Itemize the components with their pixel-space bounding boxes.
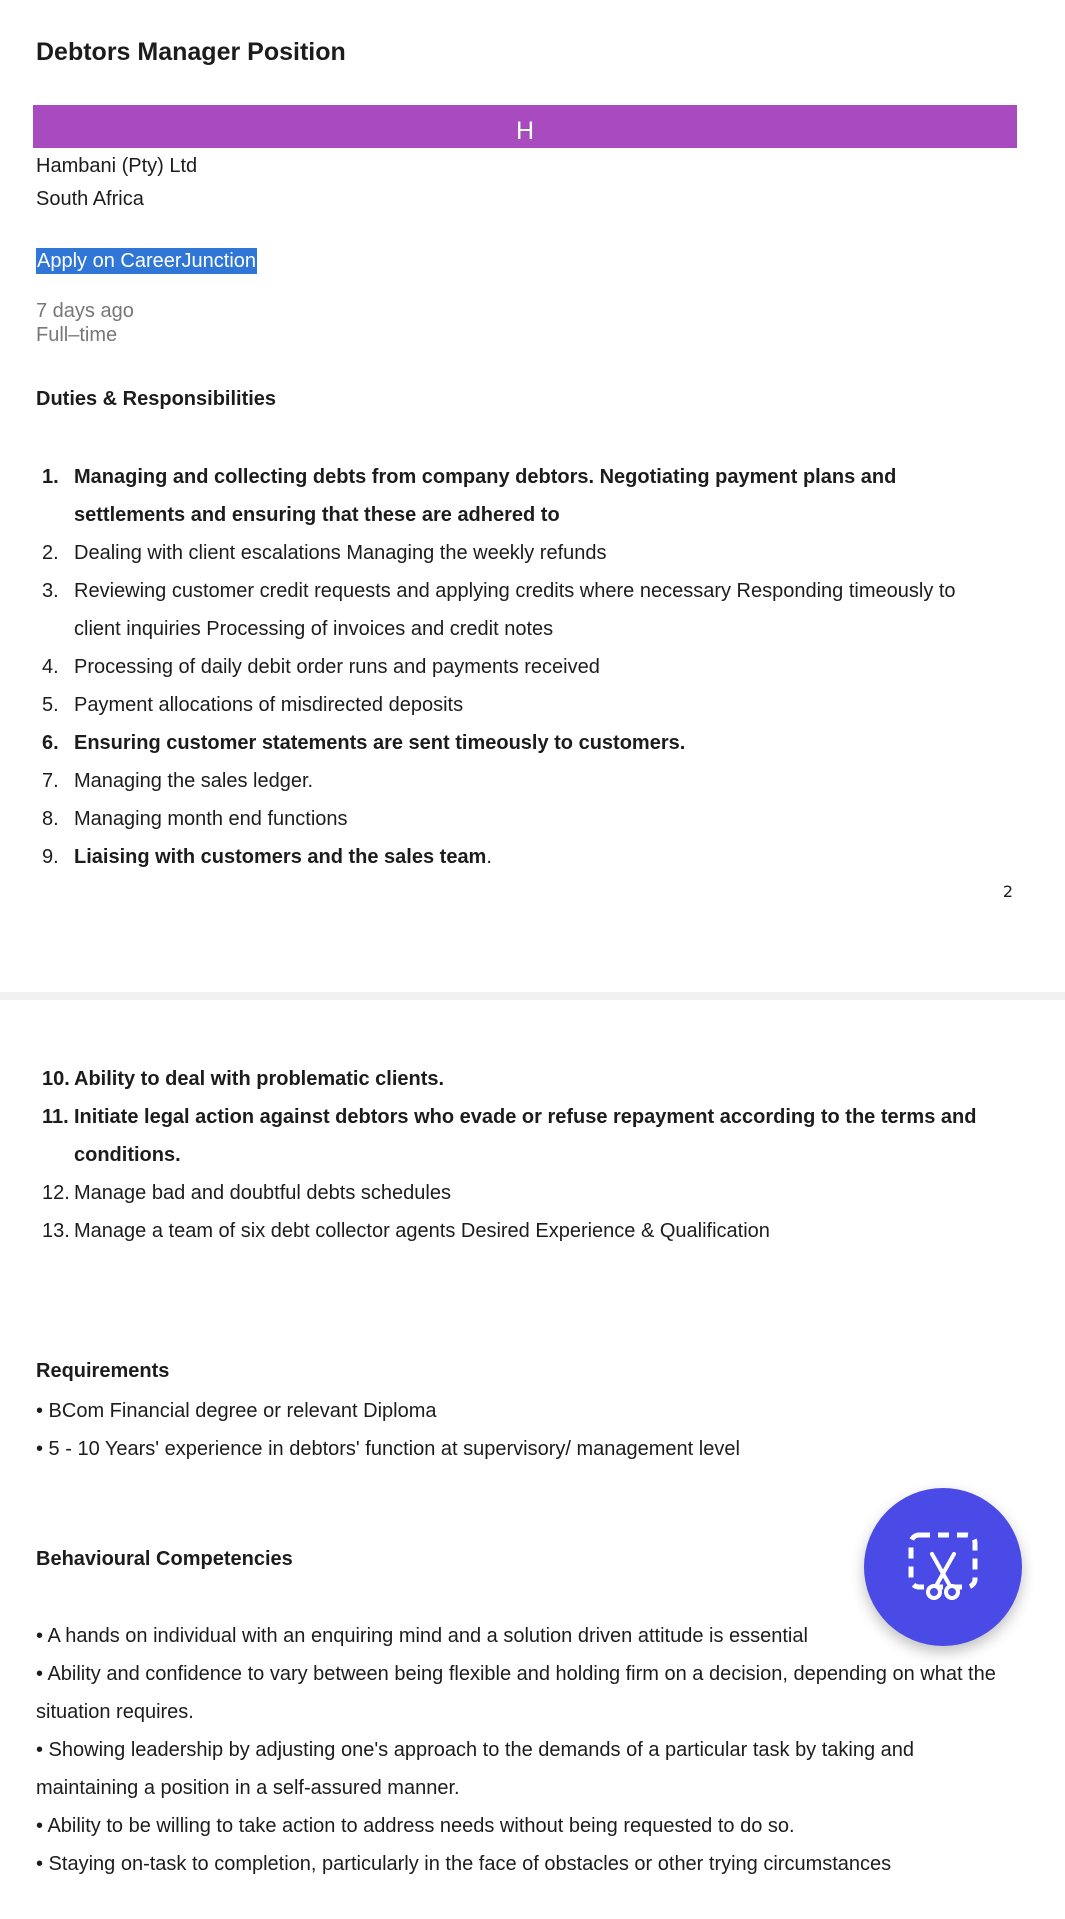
- list-item: 6. Ensuring customer statements are sent timeously to customers.: [42, 732, 686, 754]
- requirements-list: [36, 1392, 1011, 1468]
- list-item: • Ability to be willing to take action to address needs without being requested to do so.: [36, 1815, 795, 1837]
- page-number: 2: [1002, 882, 1013, 901]
- company-location: South Africa: [36, 188, 144, 210]
- list-item: • BCom Financial degree or relevant Diploma: [36, 1400, 437, 1422]
- page-separator: [0, 992, 1065, 1000]
- list-item: • Staying on-task to completion, particularly in the face of obstacles or other trying circumstances: [36, 1853, 892, 1875]
- list-item: • Ability and confidence to vary between being flexible and holding firm on a decision, depending on what the situation requires.: [36, 1663, 996, 1723]
- company-info: [36, 150, 197, 216]
- page-title: Debtors Manager Position: [36, 38, 346, 66]
- list-item: 5. Payment allocations of misdirected deposits: [42, 694, 464, 716]
- list-item: 7. Managing the sales ledger.: [42, 770, 314, 792]
- list-item: 10. Ability to deal with problematic clients.: [42, 1068, 445, 1090]
- list-item: • Showing leadership by adjusting one's approach to the demands of a particular task by taking and maintaining a position in a self-assured manner.: [36, 1739, 915, 1799]
- posted-date: 7 days ago: [36, 300, 134, 322]
- list-item: 2. Dealing with client escalations Managing the weekly refunds: [42, 542, 607, 564]
- requirements-heading: Requirements: [36, 1360, 170, 1382]
- screenshot-scissors-icon: [908, 1532, 978, 1602]
- list-item: 3. Reviewing customer credit requests and applying credits where necessary Responding timeously to client inquiries Processing of invoices and credit notes: [42, 580, 956, 640]
- list-item: • A hands on individual with an enquiring mind and a solution driven attitude is essential: [36, 1625, 808, 1647]
- competencies-list: [36, 1617, 1011, 1883]
- company-initial: H: [515, 117, 535, 145]
- duties-heading: Duties & Responsibilities: [36, 388, 277, 410]
- list-item: 13. Manage a team of six debt collector agents Desired Experience & Qualification: [42, 1220, 770, 1242]
- list-item: 1. Managing and collecting debts from company debtors. Negotiating payment plans and settlements and ensuring that these are adhered to: [42, 466, 897, 526]
- list-item: 8. Managing month end functions: [42, 808, 348, 830]
- competencies-heading: Behavioural Competencies: [36, 1548, 293, 1570]
- list-item: 9. Liaising with customers and the sales team.: [42, 846, 492, 868]
- duties-list-page1: [36, 458, 1006, 876]
- company-banner: [33, 105, 1017, 148]
- apply-link[interactable]: Apply on CareerJunction: [37, 250, 257, 272]
- list-item: 4. Processing of daily debit order runs and payments received: [42, 656, 600, 678]
- screenshot-capture-button[interactable]: [864, 1488, 1022, 1646]
- job-meta: [36, 299, 134, 347]
- company-name: Hambani (Pty) Ltd: [36, 155, 198, 177]
- duties-list-page2: [36, 1060, 1006, 1250]
- job-type: Full–time: [36, 324, 118, 346]
- list-item: • 5 - 10 Years' experience in debtors' function at supervisory/ management level: [36, 1438, 740, 1460]
- list-item: 12. Manage bad and doubtful debts schedules: [42, 1182, 451, 1204]
- list-item: 11. Initiate legal action against debtors who evade or refuse repayment according to the terms and conditions.: [42, 1106, 977, 1166]
